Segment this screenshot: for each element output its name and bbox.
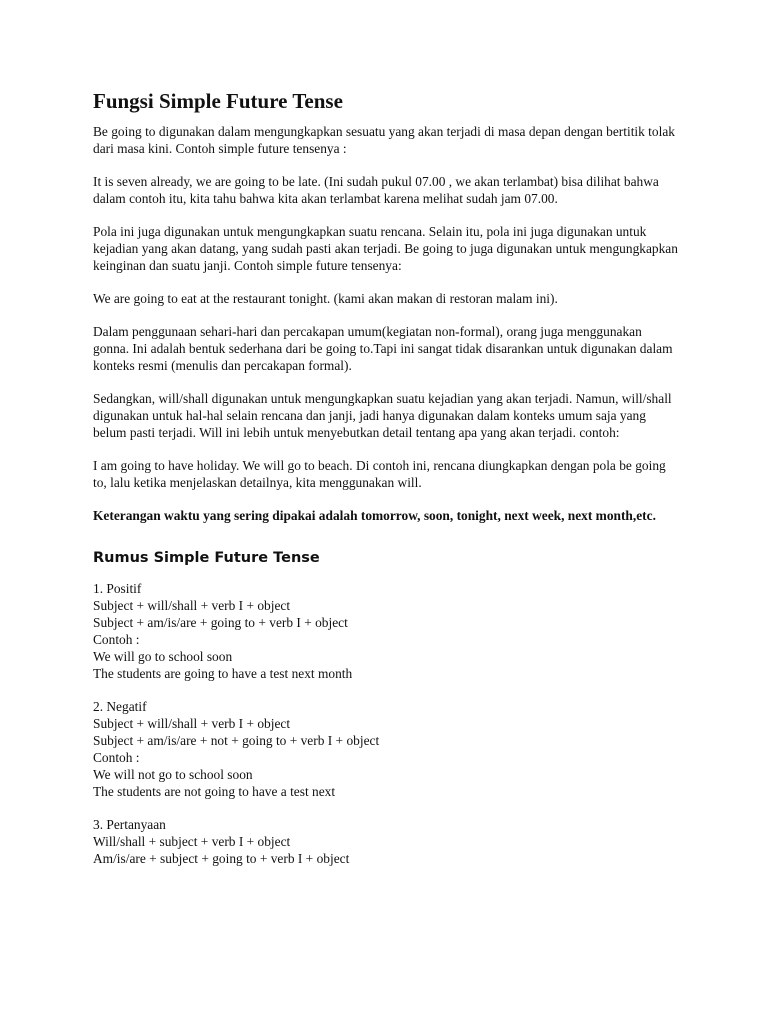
rule-line: Am/is/are + subject + going to + verb I + object xyxy=(93,851,350,866)
rule-line: Subject + am/is/are + going to + verb I + object xyxy=(93,615,348,630)
rule-line: The students are not going to have a test next xyxy=(93,784,336,799)
page-title: Fungsi Simple Future Tense xyxy=(93,89,343,113)
paragraph-will-shall: Sedangkan, will/shall digunakan untuk mengungkapkan suatu kejadian yang akan terjadi. Namun, will/shall digunakan untuk hal-hal selain rencana dan janji, jadi hanya digunakan dalam konteks umum saja yang belum pasti terjadi. Will ini lebih untuk menyebutkan detail tentang apa yang akan terjadi. contoh: xyxy=(93,391,672,440)
section-title-rumus: Rumus Simple Future Tense xyxy=(93,550,320,566)
bold-time-note: Keterangan waktu yang sering dipakai adalah tomorrow, soon, tonight, next week, next month,etc. xyxy=(93,508,656,523)
rule-heading-pertanyaan: 3. Pertanyaan xyxy=(93,817,166,832)
paragraph-plan-usage: Pola ini juga digunakan untuk mengungkapkan suatu rencana. Selain itu, pola ini juga digunakan untuk kejadian yang akan datang, yang sudah pasti akan terjadi. Be going to juga digunakan untuk mengungkapkan keinginan dan suatu janji. Contoh simple future tensenya: xyxy=(93,224,678,273)
paragraph-gonna: Dalam penggunaan sehari-hari dan percakapan umum(kegiatan non-formal), orang juga menggunakan gonna. Ini adalah bentuk sederhana dari be going to.Tapi ini sangat tidak disarankan untuk digunakan dalam konteks resmi (menulis dan percakapan formal). xyxy=(93,324,673,373)
rule-line: We will go to school soon xyxy=(93,649,233,664)
rule-line: Contoh : xyxy=(93,750,140,765)
rule-line: Will/shall + subject + verb I + object xyxy=(93,834,291,849)
paragraph-be-going-to-intro: Be going to digunakan dalam mengungkapkan sesuatu yang akan terjadi di masa depan dengan bertitik tolak dari masa kini. Contoh simple future tensenya : xyxy=(93,124,675,156)
rule-heading-positif: 1. Positif xyxy=(93,581,142,596)
rule-group-negatif xyxy=(93,698,678,800)
rule-line: The students are going to have a test next month xyxy=(93,666,353,681)
document-page xyxy=(93,88,678,883)
paragraph-example-holiday: I am going to have holiday. We will go to beach. Di contoh ini, rencana diungkapkan dengan pola be going to, lalu ketika menjelaskan detailnya, kita menggunakan will. xyxy=(93,458,666,490)
rule-group-pertanyaan xyxy=(93,816,678,867)
paragraph-example-restaurant: We are going to eat at the restaurant tonight. (kami akan makan di restoran malam ini). xyxy=(93,291,558,306)
paragraph-example-late: It is seven already, we are going to be late. (Ini sudah pukul 07.00 , we akan terlambat) bisa dilihat bahwa dalam contoh itu, kita tahu bahwa kita akan terlambat karena melihat sudah jam 07.00. xyxy=(93,174,659,206)
rule-line: Subject + am/is/are + not + going to + verb I + object xyxy=(93,733,380,748)
rule-line: Subject + will/shall + verb I + object xyxy=(93,716,291,731)
rule-line: Subject + will/shall + verb I + object xyxy=(93,598,291,613)
rule-line: Contoh : xyxy=(93,632,140,647)
rule-heading-negatif: 2. Negatif xyxy=(93,699,147,714)
rule-group-positif xyxy=(93,580,678,682)
rule-line: We will not go to school soon xyxy=(93,767,253,782)
